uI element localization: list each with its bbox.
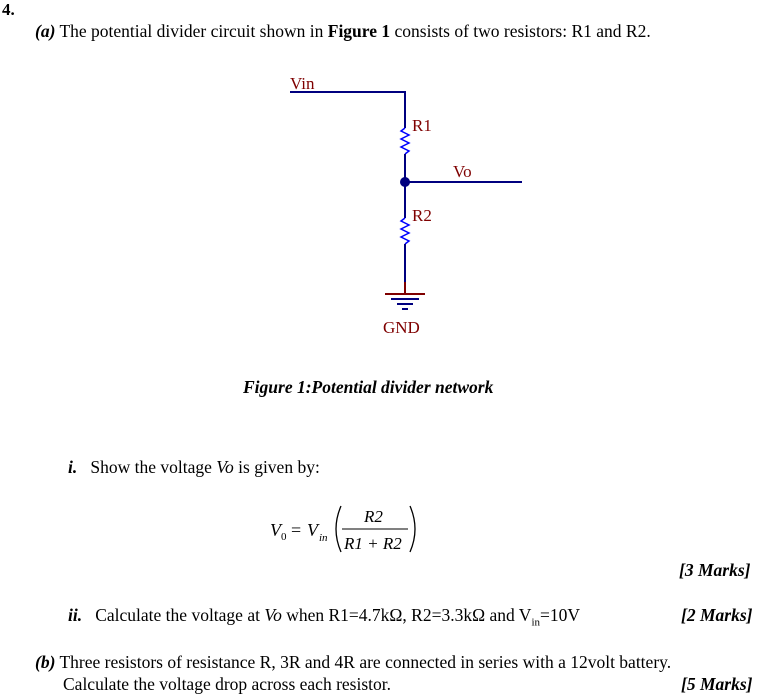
formula-svg xyxy=(270,500,440,560)
formula-rhs-sub: in xyxy=(319,532,328,544)
part-b-marks: [5 Marks] xyxy=(681,674,753,694)
formula-lhs-sub: 0 xyxy=(281,531,287,543)
formula-denominator: R1 + R2 xyxy=(344,534,402,553)
gnd-label: GND xyxy=(383,318,420,337)
formula-left-paren xyxy=(336,506,341,552)
r1-resistor xyxy=(401,128,409,154)
part-a-label: (a) xyxy=(35,21,56,41)
formula-numerator: R2 xyxy=(364,507,383,526)
part-b-line2: Calculate the voltage drop across each resistor. xyxy=(63,674,392,694)
figure-caption: Figure 1:Potential divider network xyxy=(243,377,494,397)
part-a-text-before: The potential divider circuit shown in xyxy=(59,21,324,41)
vin-label: Vin xyxy=(290,74,315,93)
formula-lhs-var: V xyxy=(270,520,281,540)
part-ii-text-mid: when R1=4.7kΩ, R2=3.3kΩ and V xyxy=(286,605,532,625)
part-ii-text xyxy=(68,605,580,629)
r2-resistor xyxy=(401,218,409,244)
part-i-marks: [3 Marks] xyxy=(679,560,751,580)
formula-equals: = xyxy=(291,520,302,540)
part-i-text xyxy=(68,457,320,478)
part-ii-sub: in xyxy=(531,616,540,629)
part-ii-text-after: =10V xyxy=(540,605,581,625)
formula xyxy=(270,500,440,560)
part-ii-var: Vo xyxy=(264,605,282,625)
r1-label: R1 xyxy=(412,116,432,135)
vo-label: Vo xyxy=(453,162,472,181)
figure-reference: Figure 1 xyxy=(327,21,391,41)
part-i-text-after: is given by: xyxy=(238,457,320,477)
part-b-line1-text: Three resistors of resistance R, 3R and 4R are connected in series with a 12volt battery. xyxy=(59,652,672,672)
r2-label: R2 xyxy=(412,206,432,225)
part-i-text-before: Show the voltage xyxy=(90,457,212,477)
formula-rhs-var: V xyxy=(307,520,318,540)
part-ii-marks: [2 Marks] xyxy=(681,605,753,625)
part-a-text-after: consists of two resistors: R1 and R2. xyxy=(394,21,651,41)
question-number: 4. xyxy=(2,0,15,19)
part-ii-label: ii. xyxy=(68,605,83,625)
part-b-label: (b) xyxy=(35,652,56,672)
part-b-line1 xyxy=(35,652,671,673)
junction-dot xyxy=(400,177,410,187)
part-i-label: i. xyxy=(68,457,78,477)
formula-right-paren xyxy=(410,506,415,552)
ground-symbol xyxy=(385,282,425,309)
part-ii-text-before: Calculate the voltage at xyxy=(95,605,260,625)
part-i-var: Vo xyxy=(216,457,234,477)
